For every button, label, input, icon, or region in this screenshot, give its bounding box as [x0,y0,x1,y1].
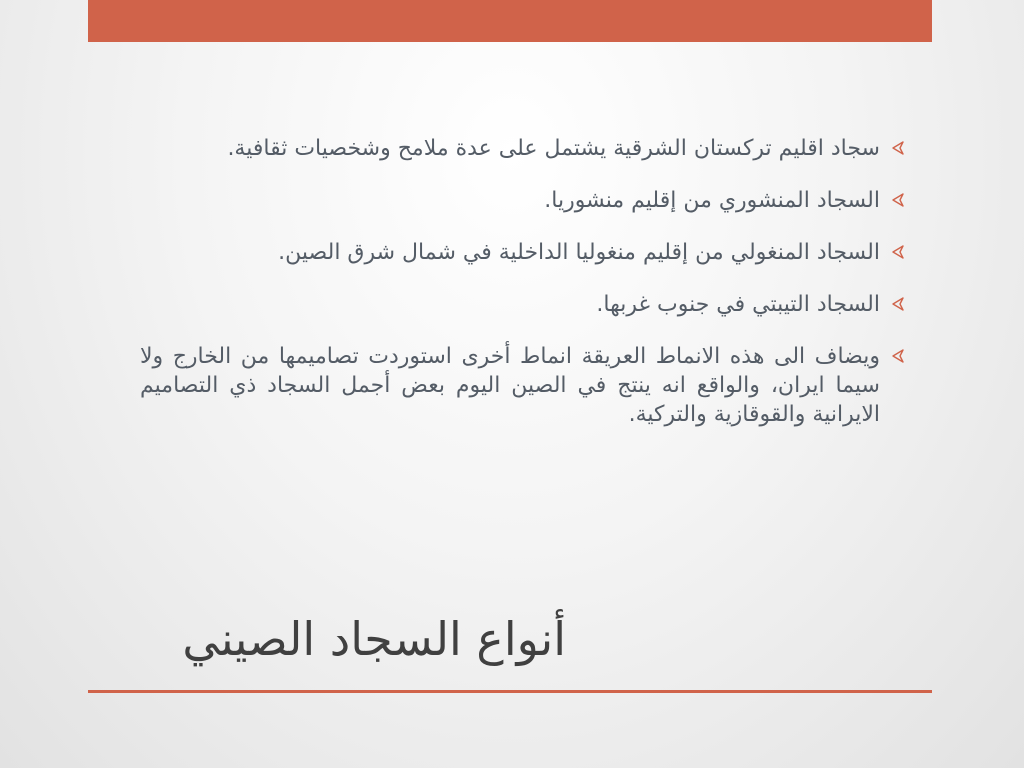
bullet-text-3: السجاد المنغولي من إقليم منغوليا الداخلية في شمال شرق الصين. [278,240,880,265]
bullet-item-1 [140,134,906,163]
top-accent-bar [88,0,932,42]
bullet-item-4 [140,290,906,319]
arrow-bullet-icon [890,192,906,208]
bullet-text-5: ويضاف الى هذه الانماط العريقة انماط أخرى استوردت تصاميمها من الخارج ولا سيما ايران، والواقع انه ينتج في الصين اليوم بعض أجمل السجاد ذي التصاميم الايرانية والقوقازية والتركية. [140,344,880,427]
bullet-list [140,134,906,429]
bullet-text-4: السجاد التيبتي في جنوب غربها. [596,292,880,317]
arrow-bullet-icon [890,244,906,260]
bullet-text-2: السجاد المنشوري من إقليم منشوريا. [544,188,880,213]
arrow-bullet-icon [890,140,906,156]
title-underline [88,690,932,693]
bullet-item-5 [140,342,906,429]
bullet-item-3 [140,238,906,267]
arrow-bullet-icon [890,348,906,364]
slide-title: أنواع السجاد الصيني [182,612,566,666]
bullet-text-1: سجاد اقليم تركستان الشرقية يشتمل على عدة ملامح وشخصيات ثقافية. [227,136,880,161]
arrow-bullet-icon [890,296,906,312]
bullet-item-2 [140,186,906,215]
